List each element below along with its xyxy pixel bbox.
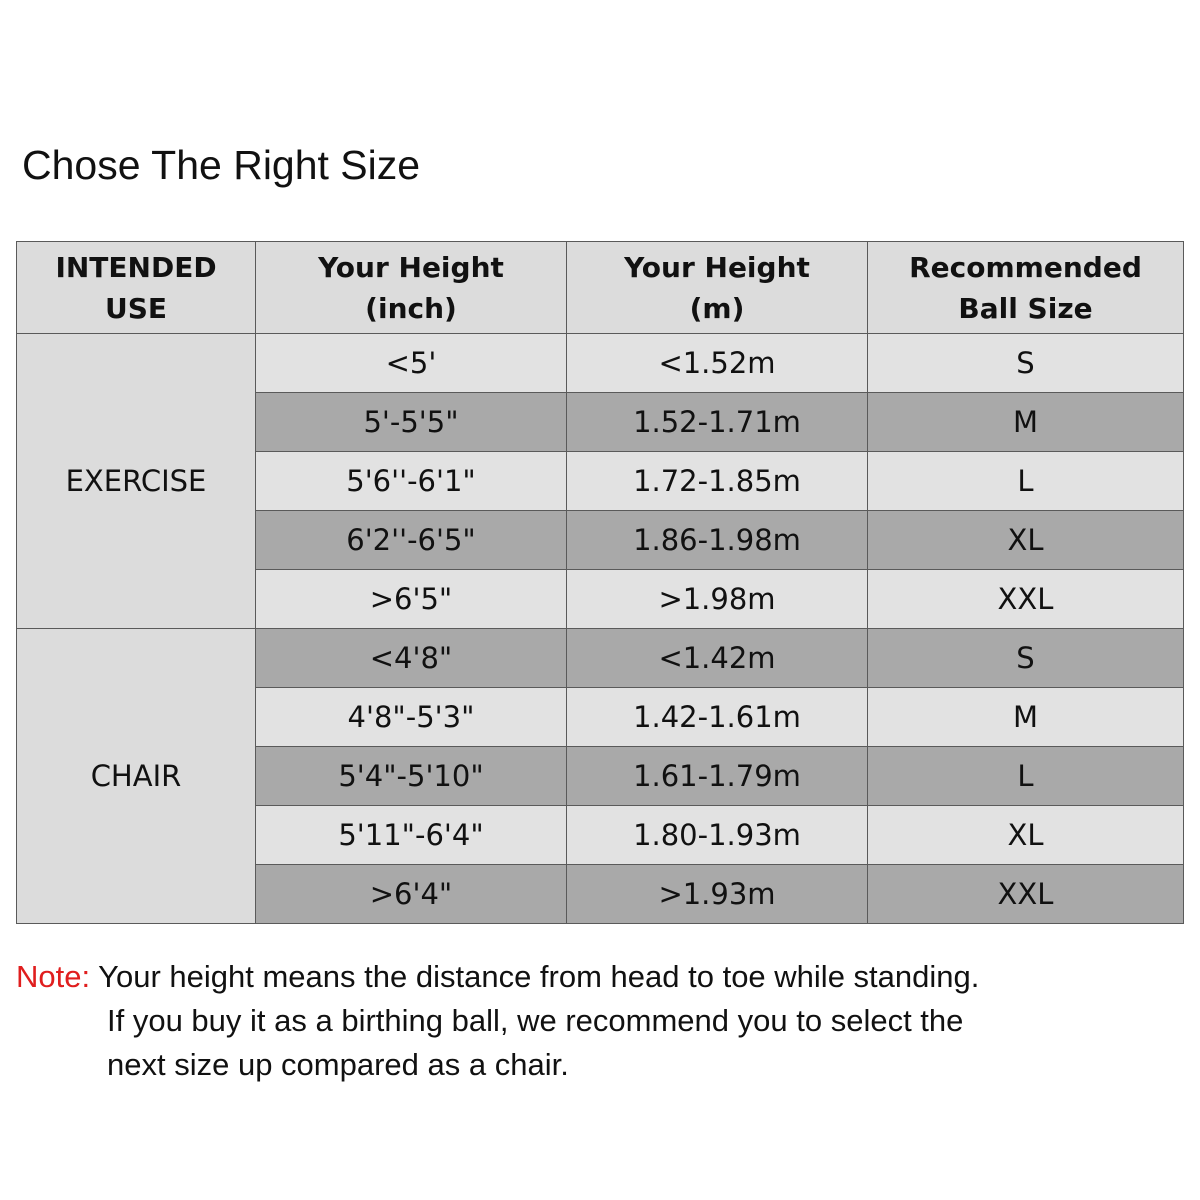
header-intended-use: [17, 242, 256, 334]
page-title: Chose The Right Size: [22, 142, 421, 188]
height-inch-cell: 5'4"-5'10": [256, 747, 567, 806]
height-inch-cell: 5'-5'5": [256, 393, 567, 452]
note-line-2: If you buy it as a birthing ball, we recommend you to select the: [107, 1003, 964, 1038]
height-inch-cell: 5'11"-6'4": [256, 806, 567, 865]
ball-size-cell: M: [868, 688, 1184, 747]
header-height-m: [567, 242, 868, 334]
header-text: (m): [689, 291, 745, 325]
ball-size-cell: XL: [868, 511, 1184, 570]
table-row: [17, 334, 1184, 393]
header-text: (inch): [365, 291, 457, 325]
ball-size-cell: XXL: [868, 570, 1184, 629]
height-inch-cell: <5': [256, 334, 567, 393]
height-inch-cell: >6'4": [256, 865, 567, 924]
header-text: USE: [104, 291, 168, 325]
height-m-cell: <1.42m: [567, 629, 868, 688]
header-height-inch: [256, 242, 567, 334]
header-text: Your Height: [318, 250, 504, 284]
ball-size-cell: S: [868, 629, 1184, 688]
height-m-cell: 1.80-1.93m: [567, 806, 868, 865]
ball-size-cell: XL: [868, 806, 1184, 865]
ball-size-cell: M: [868, 393, 1184, 452]
table-row: [17, 629, 1184, 688]
size-chart-table: [16, 241, 1184, 924]
height-inch-cell: <4'8": [256, 629, 567, 688]
intended-use-cell: EXERCISE: [17, 334, 256, 629]
header-text: Ball Size: [958, 291, 1093, 325]
height-m-cell: 1.42-1.61m: [567, 688, 868, 747]
header-text: Your Height: [624, 250, 810, 284]
note-label: Note:: [16, 959, 91, 994]
table-header-row: [17, 242, 1184, 334]
ball-size-cell: S: [868, 334, 1184, 393]
height-m-cell: >1.93m: [567, 865, 868, 924]
ball-size-cell: XXL: [868, 865, 1184, 924]
height-inch-cell: 4'8"-5'3": [256, 688, 567, 747]
height-m-cell: >1.98m: [567, 570, 868, 629]
note-block: [16, 955, 979, 1087]
ball-size-cell: L: [868, 747, 1184, 806]
height-m-cell: 1.72-1.85m: [567, 452, 868, 511]
height-m-cell: 1.86-1.98m: [567, 511, 868, 570]
header-text: INTENDED: [55, 250, 217, 284]
header-ball-size: [868, 242, 1184, 334]
height-inch-cell: >6'5": [256, 570, 567, 629]
height-m-cell: 1.61-1.79m: [567, 747, 868, 806]
note-line-1: [16, 955, 979, 999]
height-m-cell: 1.52-1.71m: [567, 393, 868, 452]
height-inch-cell: 6'2''-6'5": [256, 511, 567, 570]
height-inch-cell: 5'6''-6'1": [256, 452, 567, 511]
note-text: Your height means the distance from head to toe while standing.: [90, 959, 980, 994]
intended-use-cell: CHAIR: [17, 629, 256, 924]
note-line-3: next size up compared as a chair.: [107, 1047, 569, 1082]
height-m-cell: <1.52m: [567, 334, 868, 393]
ball-size-cell: L: [868, 452, 1184, 511]
header-text: Recommended: [909, 250, 1142, 284]
